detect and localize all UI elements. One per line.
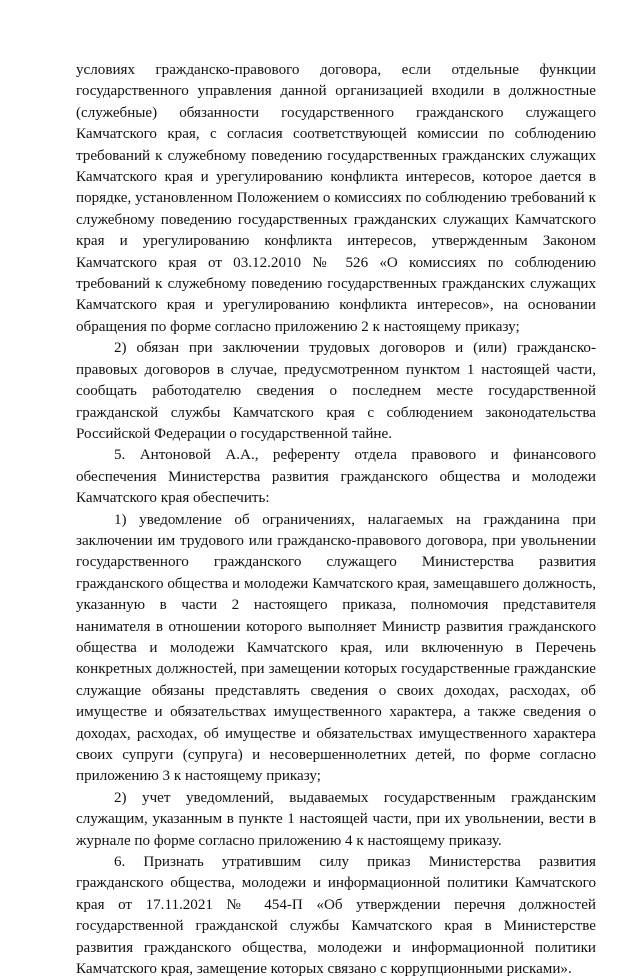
paragraph-point-5-item-1: 1) уведомление об ограничениях, налагаемых на гражданина при заключении им трудового или гражданско-правового договора, при увольнении государственного гражданского служащего Министерства развития гражданского общества и молодежи Камчатского края, замещавшего должность, указанную в части 2 настоящего приказа, полномочия представителя нанимателя в отношении которого выполняет Министр развития гражданского общества и молодежи Камчатского края, или включенную в Перечень конкретных должностей, при замещении которых государственные гражданские служащие обязаны представлять сведения о своих доходах, расходах, об имуществе и обязательствах имущественного характера, а также сведения о доходах, расходах, об имуществе и обязательствах имущественного характера своих супруги (супруга) и несовершеннолетних детей, по форме согласно приложению 3 к настоящему приказу; xyxy=(76,511,596,785)
paragraph-point-5: 5. Антоновой А.А., референту отдела правового и финансового обеспечения Министерства развития гражданского общества и молодежи Камчатского края обеспечить: xyxy=(76,447,596,507)
paragraph-item-2-obligation: 2) обязан при заключении трудовых договоров и (или) гражданско-правовых договоров в случае, предусмотренном пунктом 1 настоящей части, сообщать работодателю сведения о последнем месте государственной гражданской службы Камчатского края с соблюдением законодательства Российской Федерации о государственной тайне. xyxy=(76,340,596,442)
paragraph-point-6: 6. Признать утратившим силу приказ Министерства развития гражданского общества, молодежи и информационной политики Камчатского края от 17.11.2021 № 454-П «Об утверждении перечня должностей государственной гражданской службы Камчатского края в Министерстве развития гражданского общества, молодежи и информационной политики Камчатского края, замещение которых связано с коррупционными рисками». xyxy=(76,854,596,978)
paragraph-point-5-item-2: 2) учет уведомлений, выдаваемых государственным гражданским служащим, указанным в пункте 1 настоящей части, при их увольнении, вести в журнале по форме согласно приложению 4 к настоящему приказу. xyxy=(76,789,596,849)
paragraph-continuation: условиях гражданско-правового договора, если отдельные функции государственного управления данной организацией входили в должностные (служебные) обязанности государственного гражданского служащего Камчатского края, с согласия соответствующей комиссии по соблюдению требований к служебному поведению государственных гражданских служащих Камчатского края и урегулированию конфликта интересов, которое дается в порядке, установленном Положением о комиссиях по соблюдению требований к служебному поведению государственных гражданских служащих Камчатского края и урегулированию конфликта интересов, утвержденным Законом Камчатского края от 03.12.2010 № 526 «О комиссиях по соблюдению требований к служебному поведению государственных гражданских служащих Камчатского края и урегулированию конфликта интересов», на основании обращения по форме согласно приложению 2 к настоящему приказу; xyxy=(76,62,596,335)
document-page xyxy=(76,60,596,980)
